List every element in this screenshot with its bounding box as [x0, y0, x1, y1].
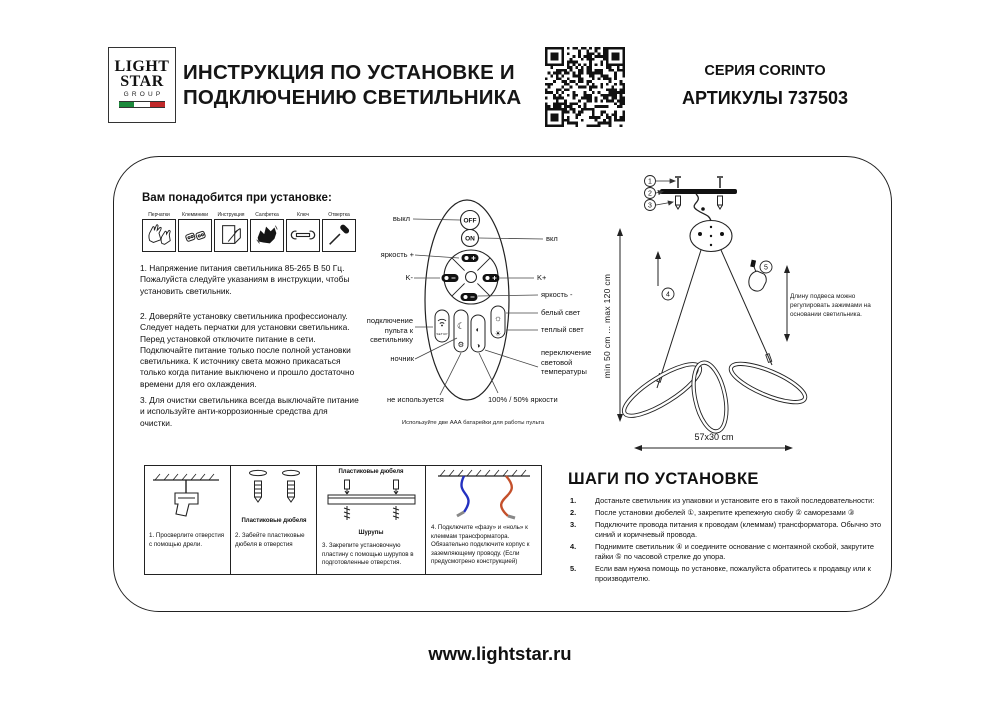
tools-heading: Вам понадобится при установке:: [142, 192, 332, 204]
remote-label-pairing: подключение пульта к светильнику: [366, 316, 413, 344]
night-light-icon: ☾: [456, 321, 466, 331]
panel-3-caption: 3. Закрепите установочную пластину с помощью шурупов в подготовленные отверстия.: [322, 542, 414, 567]
remote-label-white-light: белый свет: [541, 308, 581, 317]
panel-1-caption: 1. Просверлите отверстия с помощью дрели.: [149, 532, 225, 548]
panel-2-label: Пластиковые дюбеля: [241, 518, 307, 524]
panel-4-caption: 4. Подключите «фазу» и «ноль» к клеммам трансформатора. Обязательно подключите корпус к заземляющему проводу. (Если предусмотрено конструкцией): [431, 524, 530, 566]
lightstar-logo: [108, 47, 176, 123]
tool-screwdriver: Отвертка: [322, 211, 356, 252]
remote-label-temp-switch: переключение световой температуры: [541, 348, 592, 376]
warm-light-icon: ☀: [494, 329, 502, 338]
logo-text-group: GROUP: [123, 91, 164, 98]
remote-label-k-plus: K+: [537, 273, 547, 282]
callout-3: 3: [648, 202, 652, 210]
remote-label-not-used: не используется: [387, 395, 444, 404]
gear-icon: ⚙: [457, 340, 465, 349]
remote-label-brightness-plus: яркость +: [380, 250, 414, 259]
safety-paragraph-3: 3. Для очистки светильника всегда выключайте питание и используйте анти-коррозионные средства для очистки.: [140, 395, 359, 428]
gloves-icon: [142, 219, 176, 252]
step-text: Достаньте светильник из упаковки и установите его в такой последовательности:: [595, 496, 875, 505]
manual-icon: [214, 219, 248, 252]
drill-illustration: [145, 466, 230, 528]
panel-wires: [425, 466, 541, 574]
page-title-line2: ПОДКЛЮЧЕНИЮ СВЕТИЛЬНИКА: [183, 86, 522, 109]
step-text: Если вам нужна помощь по установке, пожалуйста обратитесь к продавцу или к производителю.: [595, 564, 871, 584]
safety-paragraph-1: 1. Напряжение питания светильника 85-265 В 50 Гц. Пожалуйста следуйте указаниям в инструкции, чтобы установить светильник.: [140, 263, 350, 296]
step-number: 4.: [570, 542, 577, 551]
setup-button: SETUP: [436, 332, 448, 336]
installation-panels: [144, 465, 542, 575]
tool-manual: Инструкция: [214, 211, 248, 252]
page-title-line1: ИНСТРУКЦИЯ ПО УСТАНОВКЕ И: [183, 61, 515, 84]
step-number: 1.: [570, 496, 577, 505]
napkin-icon: [250, 219, 284, 252]
remote-label-night-light: ночник: [390, 354, 414, 363]
remote-label-off: выкл: [392, 214, 410, 223]
wrench-icon: [286, 219, 320, 252]
remote-label-on: вкл: [546, 234, 558, 243]
terminals-icon: [178, 219, 212, 252]
panel-3-label-bottom: Шурупы: [358, 530, 384, 536]
tool-napkin: Салфетка: [250, 211, 284, 252]
white-light-icon: ☼: [493, 313, 503, 323]
step-number: 2.: [570, 508, 577, 517]
italian-flag-stripe: [119, 101, 165, 108]
screwdriver-icon: [322, 219, 356, 252]
qr-code: [542, 44, 628, 130]
logo-text-star: STAR: [120, 73, 164, 90]
articles-label: АРТИКУЛЫ 737503: [682, 88, 848, 108]
remote-label-dim-toggle: 100% / 50% яркости: [488, 395, 558, 404]
step-text: Подключите провода питания к проводам (клеммам) трансформатора. Обычно это синий и коричневый провода.: [595, 520, 882, 540]
step-text: Поднимите светильник ④ и соедините основание с монтажной скобой, закрутите гайки ⑤ по часовой стрелке до упора.: [595, 542, 875, 562]
wires-illustration: [426, 466, 542, 522]
panel-plate: [316, 466, 425, 574]
page-title: [183, 60, 528, 110]
height-dimension: min 50 cm ... max 120 cm: [602, 273, 612, 379]
tool-terminals: Клеммники: [178, 211, 212, 252]
tool-wrench: Ключ: [286, 211, 320, 252]
logo-text-light: LIGHT: [114, 58, 170, 75]
dowels-illustration: [231, 466, 317, 516]
contrast-icon-top: ◐: [475, 325, 481, 334]
step-number: 3.: [570, 520, 577, 529]
panel-3-label-top: Пластиковые дюбеля: [338, 469, 404, 475]
remote-label-k-minus: K-: [405, 273, 413, 282]
battery-note: Используйте две ААА батарейки для работы пульта: [401, 420, 545, 426]
callout-2: 2: [648, 190, 652, 198]
panel-drill: [145, 466, 230, 574]
tool-gloves: Перчатки: [142, 211, 176, 252]
remote-label-warm-light: теплый свет: [541, 325, 584, 334]
callout-5: 5: [764, 264, 768, 272]
suspension-adjust-note: Длину подвеса можно регулировать зажимами на основании светильника.: [790, 293, 871, 318]
on-button: ON: [465, 235, 475, 243]
series-label: СЕРИЯ CORINTO: [704, 63, 826, 79]
callout-4: 4: [666, 291, 670, 299]
steps-heading: ШАГИ ПО УСТАНОВКЕ: [568, 470, 759, 488]
callout-1: 1: [648, 178, 652, 186]
panel-2-caption: 2. Забейте пластиковые дюбеля в отверстия: [235, 532, 305, 548]
step-number: 5.: [570, 564, 577, 573]
off-button: OFF: [463, 217, 477, 225]
contrast-icon-bottom: ◑: [475, 341, 481, 350]
safety-paragraph-2: 2. Доверяйте установку светильника профессионалу. Следует надеть перчатки для установки светильника. Перед установкой отключите питание в сети. Подключайте питание только после полной установки светильника. К источнику света можно прикасаться только когда питание выключено и прошло достаточно времени для его охлаждения.: [140, 311, 355, 389]
step-text: После установки дюбелей ①, закрепите крепежную скобу ② саморезами ③: [595, 508, 855, 517]
width-dimension: 57x30 cm: [694, 432, 734, 442]
website-url: www.lightstar.ru: [428, 643, 572, 664]
panel-dowels: [230, 466, 316, 574]
remote-label-brightness-minus: яркость -: [541, 290, 573, 299]
plate-illustration: [317, 478, 426, 528]
